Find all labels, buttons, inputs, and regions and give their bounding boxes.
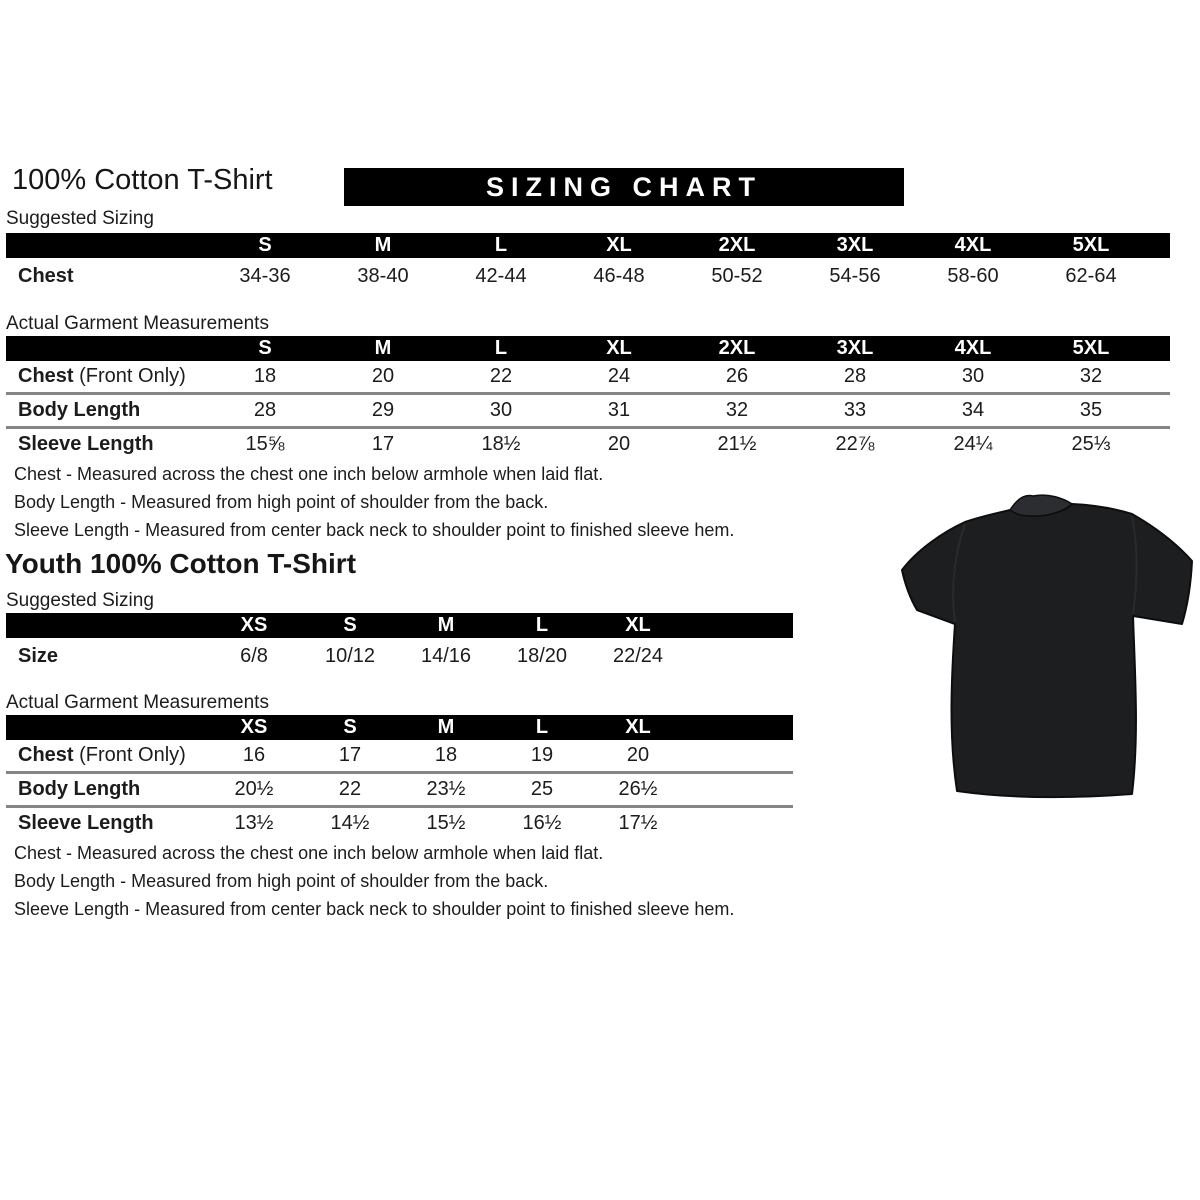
row-label: Size: [18, 645, 59, 667]
measurement-value: 23½: [398, 773, 494, 807]
size-column-header: XL: [590, 613, 686, 638]
measurement-value: 26½: [590, 773, 686, 807]
row-filler: [686, 807, 793, 840]
size-column-header: S: [302, 715, 398, 740]
size-column-header: 2XL: [678, 336, 796, 361]
size-column-header: S: [302, 613, 398, 638]
sizing-chart-banner: [344, 168, 904, 206]
measurement-value: 24: [607, 365, 631, 387]
measurement-value: 22: [489, 365, 513, 387]
youth-section-title: Youth 100% Cotton T-Shirt: [5, 548, 357, 579]
measurement-value: 13½: [206, 807, 302, 840]
measurement-value: 24¼: [914, 428, 1032, 461]
measurement-row: [6, 740, 793, 773]
measurement-value: 34: [914, 394, 1032, 428]
measurement-row: [6, 361, 1170, 394]
row-label: Body Length: [6, 773, 206, 807]
measurement-value: 18: [253, 365, 277, 387]
measurement-value: 62-64: [1065, 265, 1117, 287]
measurement-value: 18: [434, 744, 458, 766]
youth-measurement-notes: [14, 839, 734, 923]
adult-actual-measurements-table: [6, 336, 1170, 460]
page-title: 100% Cotton T-Shirt: [12, 164, 273, 196]
size-column-header: 5XL: [1032, 336, 1150, 361]
adult-measurement-notes: [14, 460, 734, 544]
sizing-chart-banner-text: SIZING CHART: [486, 171, 762, 202]
measurement-value: 20: [371, 365, 395, 387]
measurement-value: 10/12: [324, 645, 376, 667]
measurement-note: Chest - Measured across the chest one inch below armhole when laid flat.: [14, 843, 604, 863]
row-label: Chest: [18, 265, 74, 287]
measurement-value: 28: [843, 365, 867, 387]
youth-suggested-sizing-table: [6, 613, 793, 675]
size-column-header: 3XL: [796, 336, 914, 361]
measurement-value: 22/24: [612, 645, 664, 667]
row-filler: [686, 773, 793, 807]
size-column-header: XL: [590, 715, 686, 740]
measurement-value: 17: [338, 744, 362, 766]
row-label: Sleeve Length: [6, 428, 206, 461]
size-column-header: L: [442, 336, 560, 361]
header-filler: [1150, 233, 1170, 258]
measurement-value: 16½: [494, 807, 590, 840]
header-label-spacer: [6, 233, 206, 258]
row-label: Chest (Front Only): [18, 744, 186, 766]
row-filler: [1150, 361, 1170, 394]
header-label-spacer: [6, 613, 206, 638]
measurement-value: 42-44: [475, 265, 527, 287]
measurement-value: 18/20: [516, 645, 568, 667]
size-column-header: M: [398, 613, 494, 638]
measurement-value: 6/8: [240, 645, 268, 667]
measurement-value: 22⅞: [796, 428, 914, 461]
measurement-value: 25⅓: [1032, 428, 1150, 461]
size-column-header: M: [398, 715, 494, 740]
measurement-value: 18½: [442, 428, 560, 461]
measurement-note: Body Length - Measured from high point of shoulder from the back.: [14, 492, 549, 512]
measurement-value: 30: [442, 394, 560, 428]
adult-suggested-sizing-label: Suggested Sizing: [6, 208, 154, 229]
youth-actual-measurements-table: [6, 715, 793, 839]
size-column-header: 4XL: [914, 336, 1032, 361]
header-filler: [1150, 336, 1170, 361]
measurement-value: 15⅝: [206, 428, 324, 461]
measurement-value: 14½: [302, 807, 398, 840]
header-filler: [686, 613, 793, 638]
black-tshirt-image: [893, 488, 1199, 806]
size-column-header: 3XL: [796, 233, 914, 258]
measurement-value: 15½: [398, 807, 494, 840]
measurement-note: Sleeve Length - Measured from center back neck to shoulder point to finished sleeve hem.: [14, 899, 735, 919]
row-label: Chest (Front Only): [18, 365, 186, 387]
row-filler: [1150, 428, 1170, 461]
size-column-header: L: [494, 715, 590, 740]
header-filler: [686, 715, 793, 740]
measurement-row: [6, 807, 793, 840]
size-column-header: XL: [560, 336, 678, 361]
size-column-header: XL: [560, 233, 678, 258]
size-header-row: [6, 613, 793, 638]
size-header-row: [6, 233, 1170, 258]
size-column-header: L: [494, 613, 590, 638]
measurement-value: 29: [324, 394, 442, 428]
row-filler: [686, 638, 793, 675]
measurement-value: 32: [678, 394, 796, 428]
header-label-spacer: [6, 715, 206, 740]
measurement-value: 33: [796, 394, 914, 428]
measurement-value: 17½: [590, 807, 686, 840]
measurement-value: 20: [626, 744, 650, 766]
measurement-value: 54-56: [829, 265, 881, 287]
row-filler: [1150, 394, 1170, 428]
measurement-value: 58-60: [947, 265, 999, 287]
measurement-value: 26: [725, 365, 749, 387]
measurement-value: 21½: [678, 428, 796, 461]
adult-suggested-sizing-table: [6, 233, 1170, 295]
size-column-header: M: [324, 233, 442, 258]
measurement-value: 32: [1079, 365, 1103, 387]
measurement-value: 31: [560, 394, 678, 428]
adult-actual-measurements-label: Actual Garment Measurements: [6, 313, 269, 334]
measurement-row: [6, 258, 1170, 295]
measurement-value: 17: [324, 428, 442, 461]
measurement-value: 20: [560, 428, 678, 461]
size-column-header: L: [442, 233, 560, 258]
measurement-value: 46-48: [593, 265, 645, 287]
size-column-header: S: [206, 233, 324, 258]
measurement-row: [6, 394, 1170, 428]
row-filler: [686, 740, 793, 773]
measurement-value: 38-40: [357, 265, 409, 287]
measurement-note: Sleeve Length - Measured from center back neck to shoulder point to finished sleeve hem.: [14, 520, 735, 540]
measurement-note: Chest - Measured across the chest one inch below armhole when laid flat.: [14, 464, 604, 484]
row-label: Body Length: [6, 394, 206, 428]
measurement-value: 14/16: [420, 645, 472, 667]
measurement-value: 25: [494, 773, 590, 807]
row-filler: [1150, 258, 1170, 295]
row-label: Sleeve Length: [6, 807, 206, 840]
measurement-note: Body Length - Measured from high point of shoulder from the back.: [14, 871, 549, 891]
measurement-value: 28: [206, 394, 324, 428]
size-column-header: 4XL: [914, 233, 1032, 258]
measurement-row: [6, 773, 793, 807]
size-column-header: XS: [206, 715, 302, 740]
size-column-header: 2XL: [678, 233, 796, 258]
youth-suggested-sizing-label: Suggested Sizing: [6, 590, 154, 611]
size-column-header: M: [324, 336, 442, 361]
size-header-row: [6, 336, 1170, 361]
measurement-row: [6, 638, 793, 675]
measurement-value: 30: [961, 365, 985, 387]
measurement-value: 35: [1032, 394, 1150, 428]
measurement-value: 22: [302, 773, 398, 807]
measurement-row: [6, 428, 1170, 461]
measurement-value: 20½: [206, 773, 302, 807]
measurement-value: 34-36: [239, 265, 291, 287]
size-column-header: S: [206, 336, 324, 361]
youth-actual-measurements-label: Actual Garment Measurements: [6, 692, 269, 713]
measurement-value: 16: [242, 744, 266, 766]
measurement-value: 19: [530, 744, 554, 766]
size-column-header: XS: [206, 613, 302, 638]
header-label-spacer: [6, 336, 206, 361]
measurement-value: 50-52: [711, 265, 763, 287]
tshirt-body: [902, 504, 1192, 797]
size-header-row: [6, 715, 793, 740]
size-column-header: 5XL: [1032, 233, 1150, 258]
